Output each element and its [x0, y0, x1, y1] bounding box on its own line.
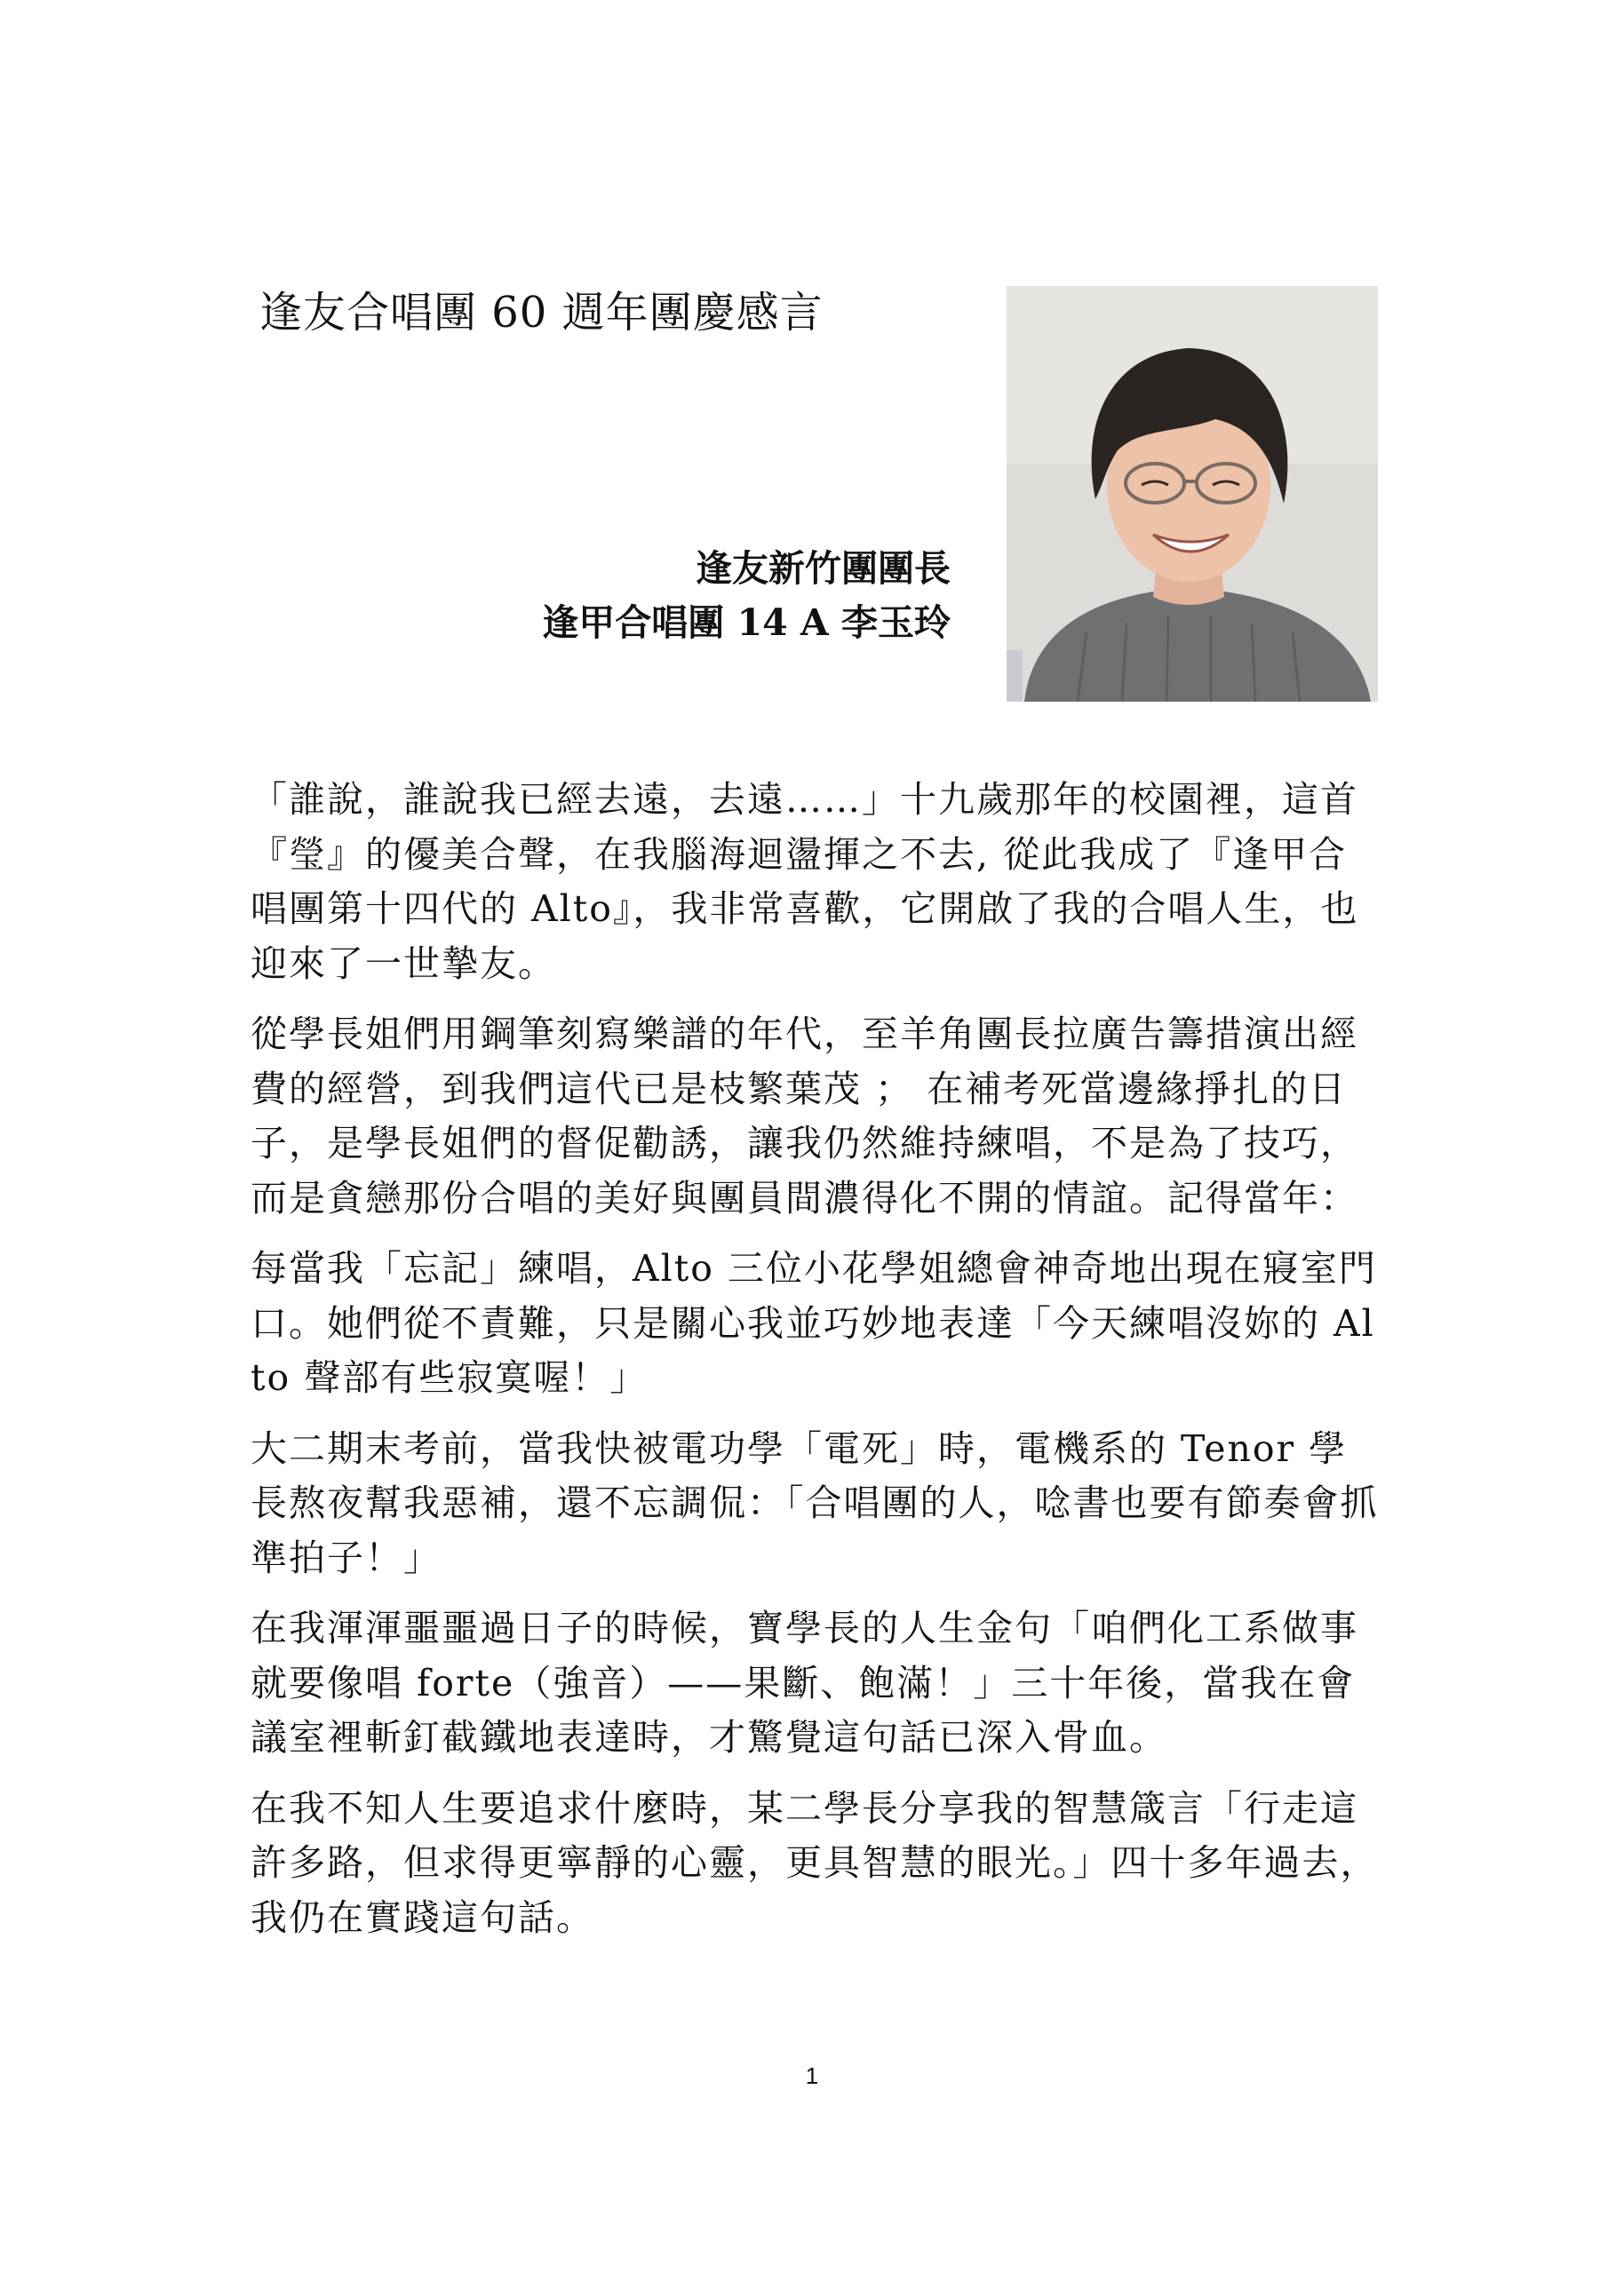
- author-name: 逢甲合唱團 14 A 李玉玲: [542, 601, 951, 644]
- paragraph: 從學長姐們用鋼筆刻寫樂譜的年代，至羊角團長拉廣告籌措演出經費的經營，到我們這代已是枝繁葉茂 ； 在補考死當邊緣掙扎的日子，是學長姐們的督促勸誘，讓我仍然維持練唱，不是為了技巧，而是貪戀那份合唱的美好與團員間濃得化不開的情誼。記得當年：: [251, 1013, 1358, 1220]
- article-body: [251, 773, 1379, 1961]
- paragraph: 大二期末考前，當我快被電功學「電死」時，電機系的 Tenor 學長熬夜幫我惡補，還不忘調侃：「合唱團的人，唸書也要有節奏會抓準拍子！」: [251, 1426, 1379, 1579]
- paragraph: 在我不知人生要追求什麼時，某二學長分享我的智慧箴言「行走這許多路，但求得更寧靜的心靈，更具智慧的眼光。」四十多年過去，我仍在實踐這句話。: [251, 1786, 1379, 1939]
- paragraph: 「誰說，誰說我已經去遠，去遠……」十九歲那年的校園裡，這首『瑩』的優美合聲，在我腦海迴盪揮之不去, 從此我成了『逢甲合唱團第十四代的 Alto』，我非常喜歡，它開啟了我的合唱人生，也迎來了一世摯友。: [251, 778, 1359, 985]
- page-title: 逢友合唱團 60 週年團慶感言: [259, 288, 824, 338]
- author-photo: [1007, 286, 1378, 702]
- paragraph: 每當我「忘記」練唱，Alto 三位小花學姐總會神奇地出現在寢室門口。她們從不責難，只是關心我並巧妙地表達「今天練唱沒妳的 Alto 聲部有些寂寞喔！」: [251, 1247, 1377, 1399]
- paragraph: 在我渾渾噩噩過日子的時候，寶學長的人生金句「咱們化工系做事就要像唱 forte（強音）——果斷、飽滿！」三十年後，當我在會議室裡斬釘截鐵地表達時，才驚覺這句話已深入骨血。: [251, 1607, 1358, 1759]
- author-role: 逢友新竹團團長: [696, 547, 951, 590]
- page-number: 1: [805, 2062, 819, 2089]
